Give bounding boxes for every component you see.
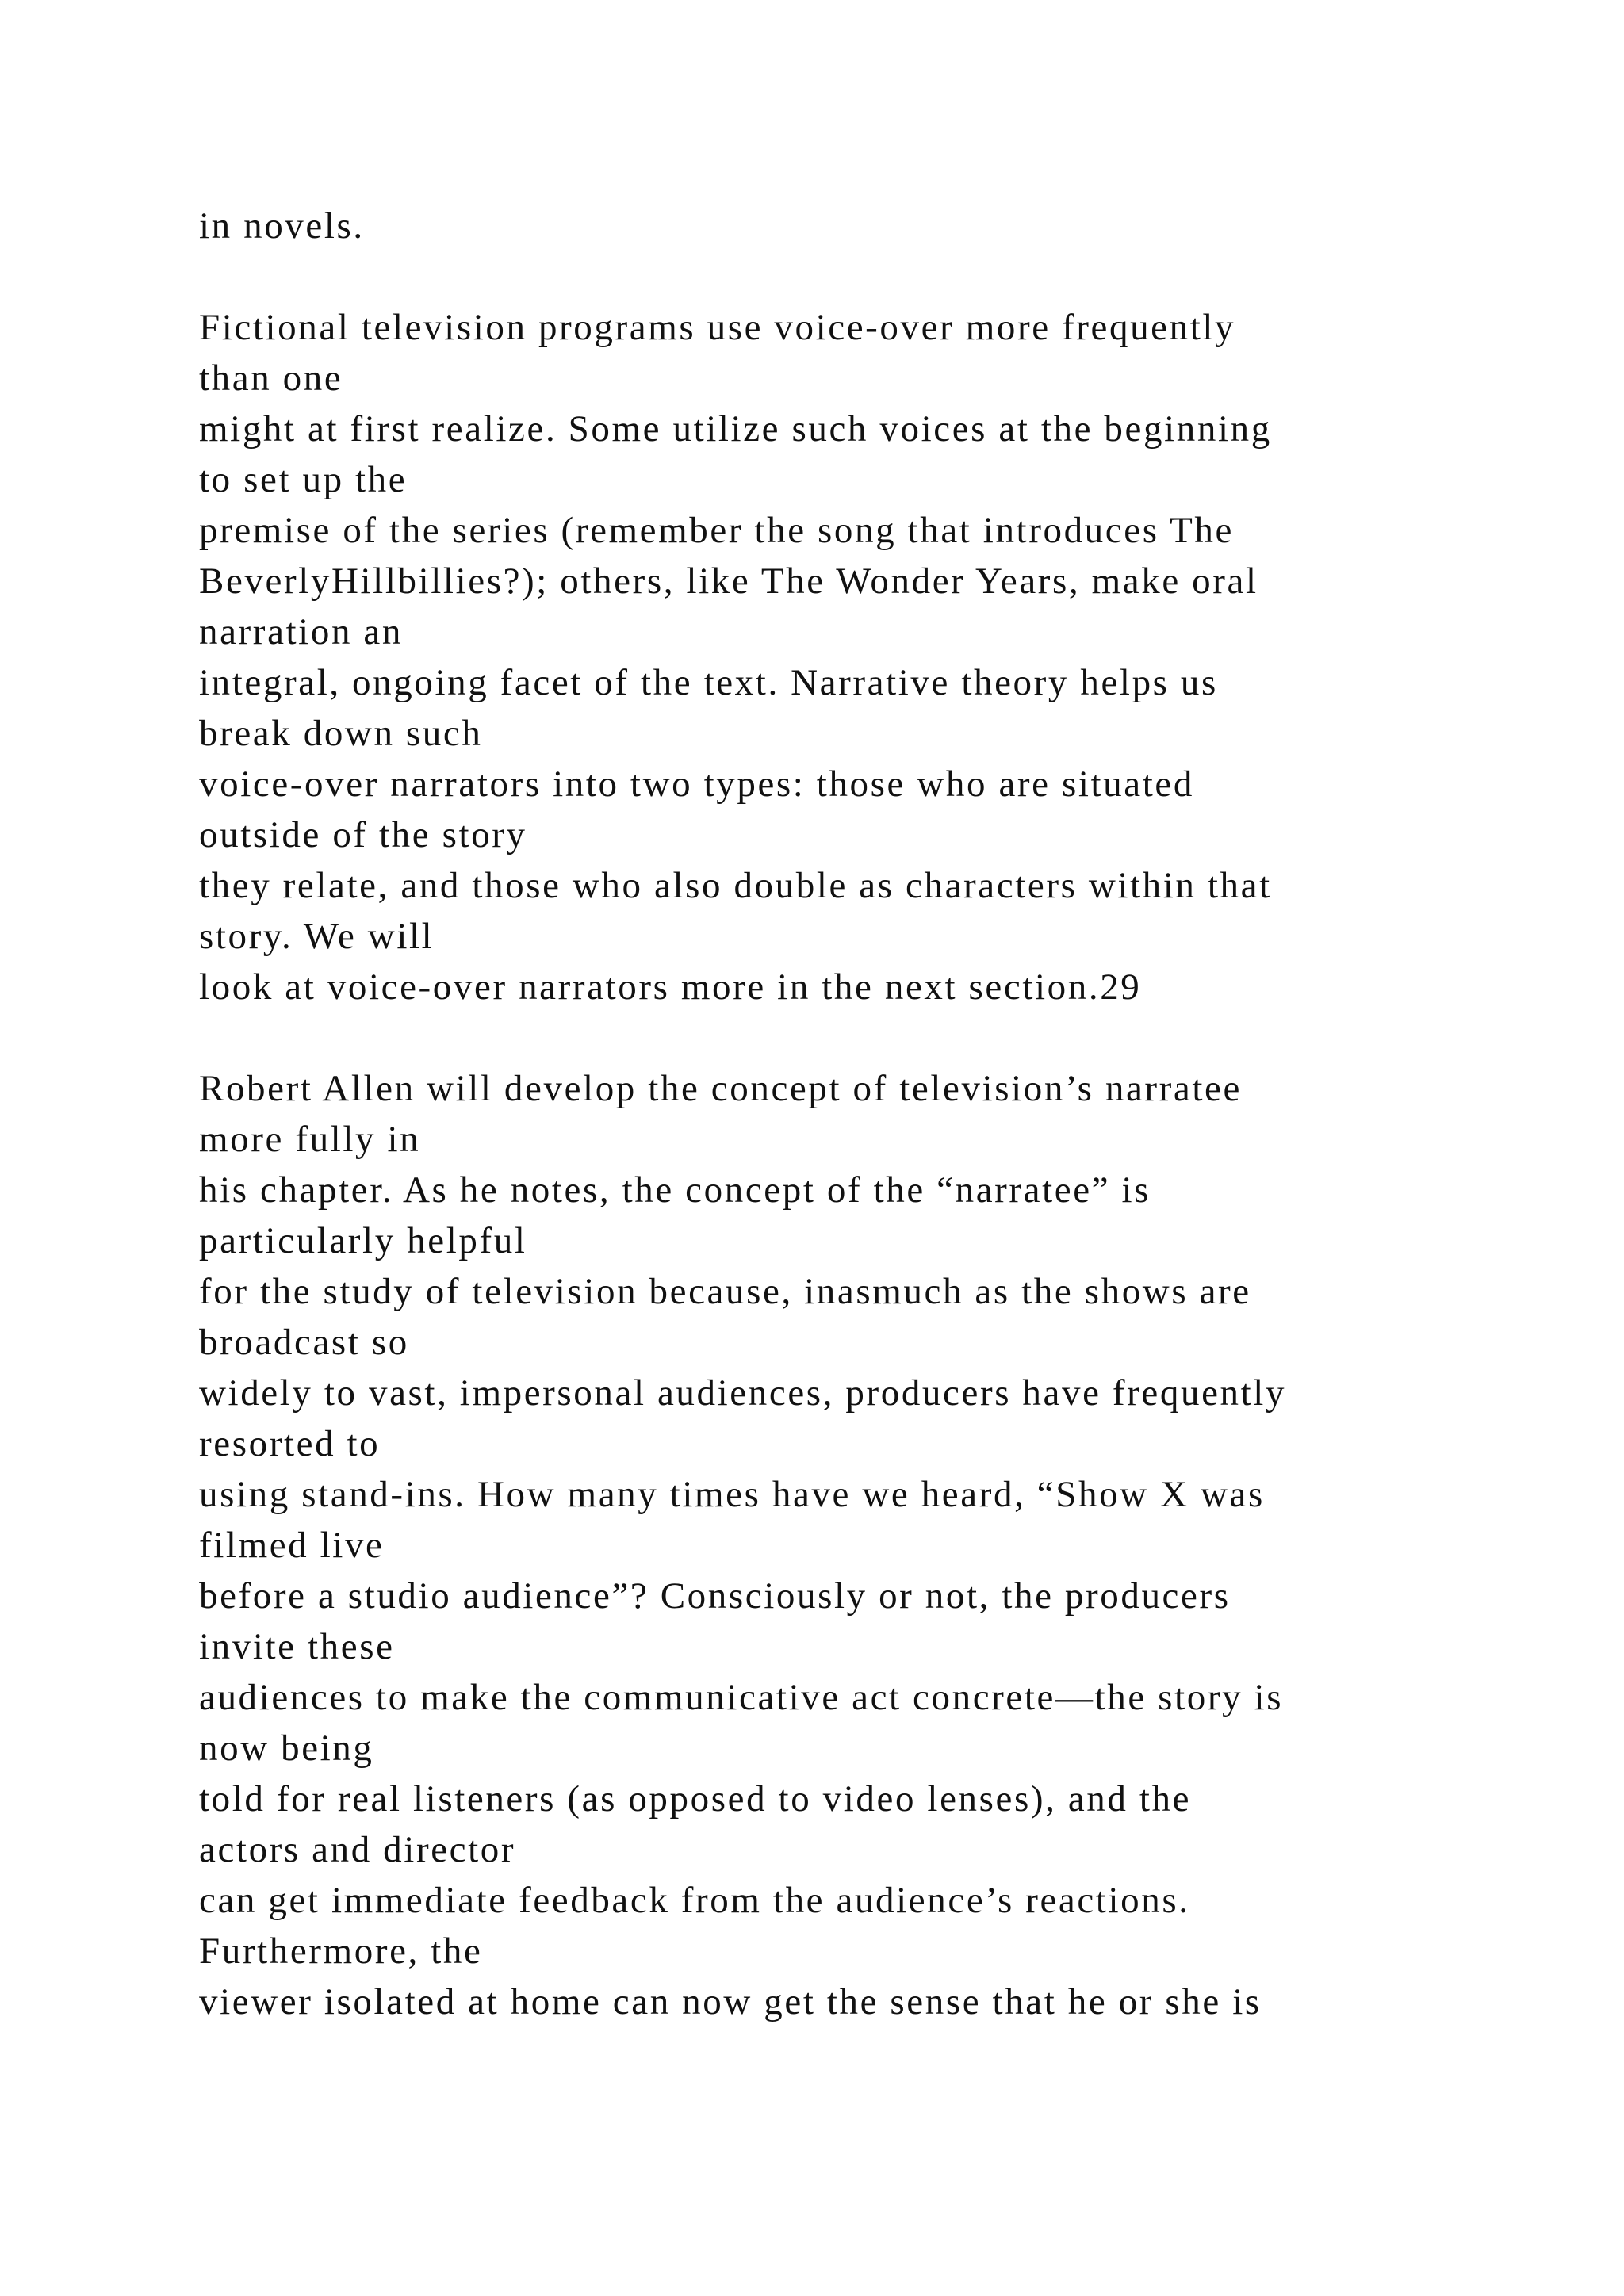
- text-line: BeverlyHillbillies?); others, like The Wonder Years, make oral: [199, 561, 1258, 602]
- text-line: particularly helpful: [199, 1220, 527, 1261]
- text-line: voice-over narrators into two types: those who are situated: [199, 763, 1194, 805]
- text-line: can get immediate feedback from the audience’s reactions.: [199, 1880, 1190, 1921]
- blank-line: [199, 251, 1547, 302]
- text-line: using stand-ins. How many times have we heard, “Show X was: [199, 1474, 1265, 1515]
- text-line: might at first realize. Some utilize such voices at the beginning: [199, 408, 1272, 450]
- text-line: to set up the: [199, 459, 408, 500]
- text-line: they relate, and those who also double as characters within that: [199, 865, 1272, 906]
- text-line: narration an: [199, 611, 403, 652]
- text-line: audiences to make the communicative act concrete—the story is: [199, 1677, 1284, 1718]
- text-line: premise of the series (remember the song that introduces The: [199, 510, 1234, 551]
- text-line: before a studio audience”? Consciously or not, the producers: [199, 1575, 1231, 1617]
- text-line: his chapter. As he notes, the concept of the “narratee” is: [199, 1169, 1151, 1211]
- text-line: than one: [199, 358, 343, 399]
- text-line: viewer isolated at home can now get the sense that he or she is: [199, 1981, 1262, 2022]
- document-body: [199, 201, 1547, 2027]
- text-line: break down such: [199, 713, 483, 754]
- text-line: invite these: [199, 1626, 395, 1667]
- text-line: resorted to: [199, 1423, 381, 1464]
- text-line: widely to vast, impersonal audiences, producers have frequently: [199, 1372, 1287, 1414]
- text-line: broadcast so: [199, 1322, 409, 1363]
- text-line: actors and director: [199, 1829, 516, 1870]
- text-line: Fictional television programs use voice-over more frequently: [199, 307, 1236, 348]
- text-line: in novels.: [199, 205, 365, 247]
- text-line: now being: [199, 1728, 374, 1769]
- text-line: more fully in: [199, 1119, 421, 1160]
- text-line: for the study of television because, inasmuch as the shows are: [199, 1271, 1251, 1312]
- text-line: look at voice-over narrators more in the next section.29: [199, 966, 1142, 1008]
- text-line: Furthermore, the: [199, 1931, 483, 1972]
- text-line: filmed live: [199, 1525, 385, 1566]
- text-line: told for real listeners (as opposed to video lenses), and the: [199, 1778, 1192, 1820]
- text-line: story. We will: [199, 916, 435, 957]
- text-line: outside of the story: [199, 814, 527, 855]
- text-line: Robert Allen will develop the concept of television’s narratee: [199, 1068, 1242, 1109]
- blank-line: [199, 1012, 1547, 1063]
- text-line: integral, ongoing facet of the text. Narrative theory helps us: [199, 662, 1218, 703]
